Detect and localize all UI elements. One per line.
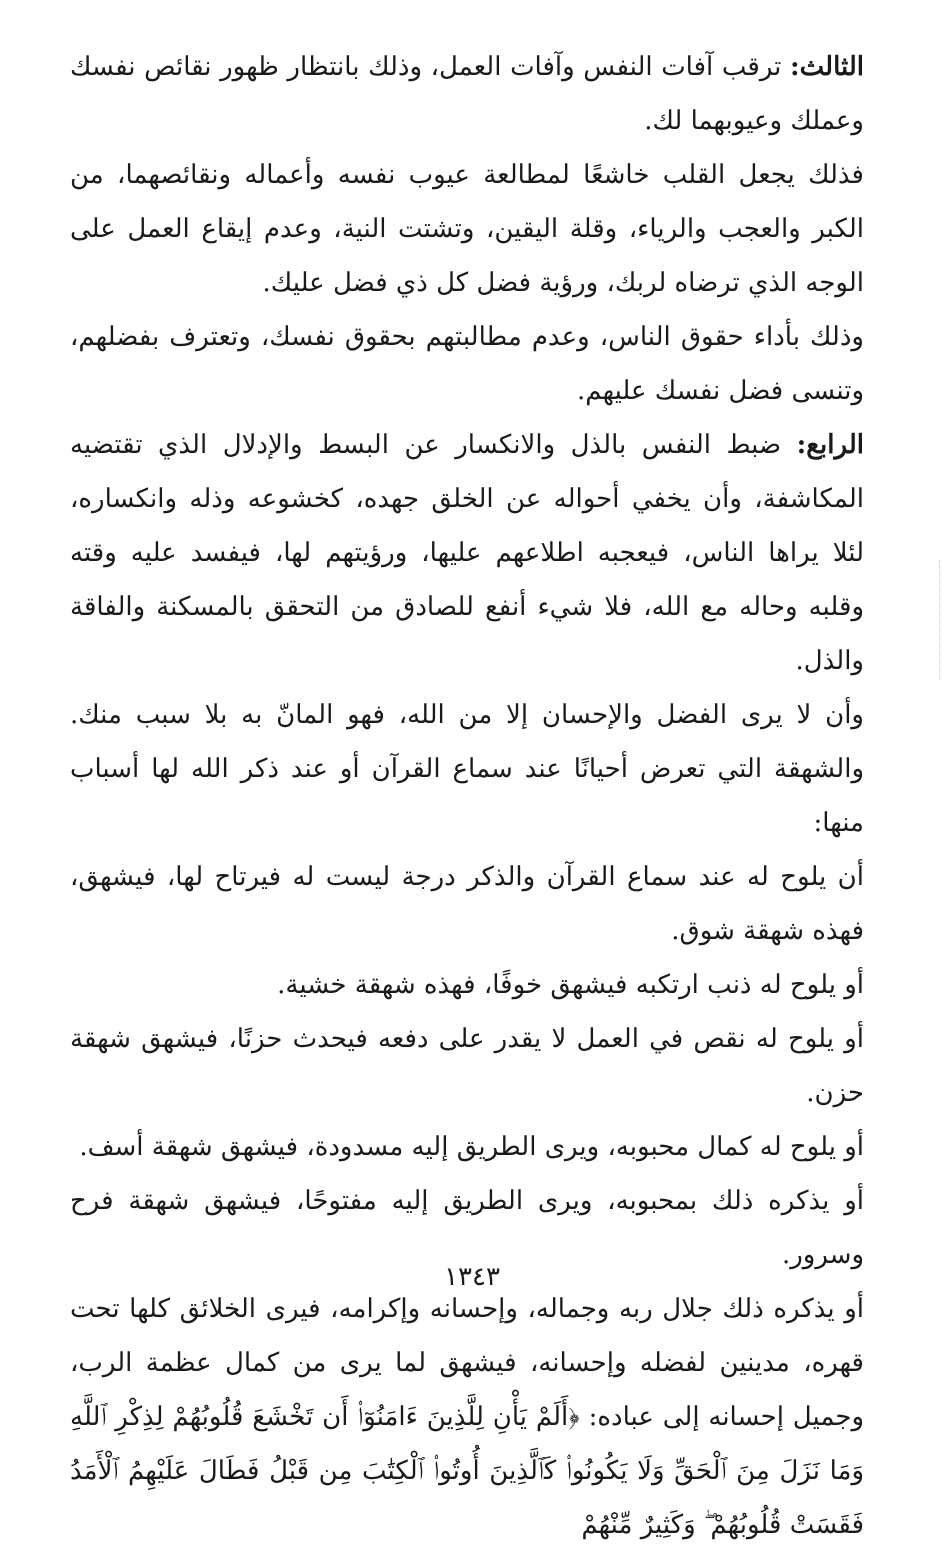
paragraph	[70, 310, 864, 418]
paragraph-text: أو يلوح له ذنب ارتكبه فيشهق خوفًا، فهذه شهقة خشية.	[277, 970, 864, 1000]
paragraph-text: وأن لا يرى الفضل والإحسان إلا من الله، فهو المانّ به بلا سبب منك. والشهقة التي تعرض أحيانًا عند سماع القرآن أو عند ذكر الله لها أسباب منها:	[70, 700, 864, 838]
paragraph-text: ترقب آفات النفس وآفات العمل، وذلك بانتظار ظهور نقائص نفسك وعملك وعيوبهما لك.	[70, 52, 864, 136]
page-number: ١٣٤٣	[444, 1262, 500, 1292]
section-heading-third: الثالث:	[790, 52, 864, 82]
paragraph-text: أن يلوح له عند سماع القرآن والذكر درجة ليست له فيرتاح لها، فيشهق، فهذه شهقة شوق.	[70, 862, 864, 946]
section-heading-fourth: الرابع:	[796, 430, 864, 460]
paragraph	[70, 850, 864, 958]
paragraph	[70, 958, 864, 1012]
scan-edge-mark	[937, 560, 940, 680]
quran-verse: ﴿أَلَمْ يَأْنِ لِلَّذِينَ ءَامَنُوٓا۟ أَن تَخْشَعَ قُلُوبُهُمْ لِذِكْرِ ٱللَّهِ وَمَا نَزَلَ مِنَ ٱلْحَقِّ وَلَا يَكُونُوا۟ كَٱلَّذِينَ أُوتُوا۟ ٱلْكِتَٰبَ مِن قَبْلُ فَطَالَ عَلَيْهِمُ ٱلْأَمَدُ فَقَسَتْ قُلُوبُهُمْ ۖ وَكَثِيرٌ مِّنْهُمْ	[70, 1402, 864, 1540]
paragraph-text: فذلك يجعل القلب خاشعًا لمطالعة عيوب نفسه وأعماله ونقائصهما، من الكبر والعجب والرياء، وقلة اليقين، وتشتت النية، وعدم إيقاع العمل على الوجه الذي ترضاه لربك، ورؤية فضل كل ذي فضل عليك.	[70, 160, 864, 298]
paragraph-text: أو يذكره ذلك جلال ربه وجماله، وإحسانه وإكرامه، فيرى الخلائق كلها تحت قهره، مدينين لفضله وإحسانه، فيشهق لما يرى من كمال عظمة الرب، وجميل إحسانه إلى عباده:	[70, 1294, 864, 1432]
paragraph-third	[70, 40, 864, 148]
paragraph-text: أو يذكره ذلك بمحبوبه، ويرى الطريق إليه مفتوحًا، فيشهق شهقة فرح وسرور.	[70, 1186, 864, 1270]
paragraph	[70, 1012, 864, 1120]
paragraph-fourth	[70, 418, 864, 688]
paragraph-text: وذلك بأداء حقوق الناس، وعدم مطالبتهم بحقوق نفسك، وتعترف بفضلهم، وتنسى فضل نفسك عليهم.	[70, 322, 864, 406]
paragraph-text: أو يلوح له كمال محبوبه، ويرى الطريق إليه مسدودة، فيشهق شهقة أسف.	[79, 1132, 864, 1162]
paragraph	[70, 1282, 864, 1552]
paragraph-text: أو يلوح له نقص في العمل لا يقدر على دفعه فيحدث حزنًا، فيشهق شهقة حزن.	[70, 1024, 864, 1108]
paragraph	[70, 688, 864, 850]
paragraph-text: ضبط النفس بالذل والانكسار عن البسط والإدلال الذي تقتضيه المكاشفة، وأن يخفي أحواله عن الخلق جهده، كخشوعه وذله وانكساره، لئلا يراها الناس، فيعجبه اطلاعهم عليها، ورؤيتهم لها، فيفسد عليه وقته وقلبه وحاله مع الله، فلا شيء أنفع للصادق من التحقق بالمسكنة والفاقة والذل.	[70, 430, 864, 676]
paragraph	[70, 148, 864, 310]
body-text	[70, 40, 864, 1552]
paragraph	[70, 1120, 864, 1174]
